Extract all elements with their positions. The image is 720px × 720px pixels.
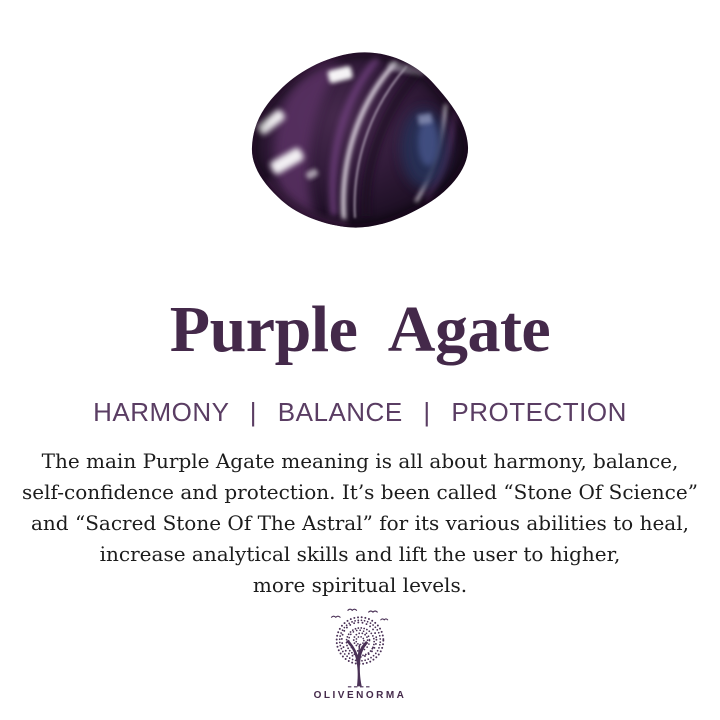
description-line: and “Sacred Stone Of The Astral” for its various abilities to heal, [31, 511, 689, 535]
brand-name: OLIVENORMA [313, 690, 407, 701]
tagline-word-balance: BALANCE [277, 397, 403, 427]
tagline [0, 396, 720, 428]
description-line: more spiritual levels. [252, 573, 468, 597]
tagline-word-harmony: HARMONY [93, 397, 230, 427]
tagline-word-protection: PROTECTION [451, 397, 627, 427]
description-line: increase analytical skills and lift the user to higher, [99, 542, 621, 566]
brand-logo [0, 606, 720, 701]
tagline-separator: | [423, 397, 431, 427]
description-line: self-confidence and protection. It’s been called “Stone Of Science” [22, 480, 698, 504]
description-line: The main Purple Agate meaning is all about harmony, balance, [41, 449, 679, 473]
agate-stone-image [249, 50, 471, 232]
page-title: Purple Agate [169, 293, 551, 366]
tagline-separator: | [249, 397, 258, 427]
olive-tree-icon [321, 606, 399, 689]
description [0, 446, 720, 601]
purple-agate-photo [249, 50, 471, 232]
